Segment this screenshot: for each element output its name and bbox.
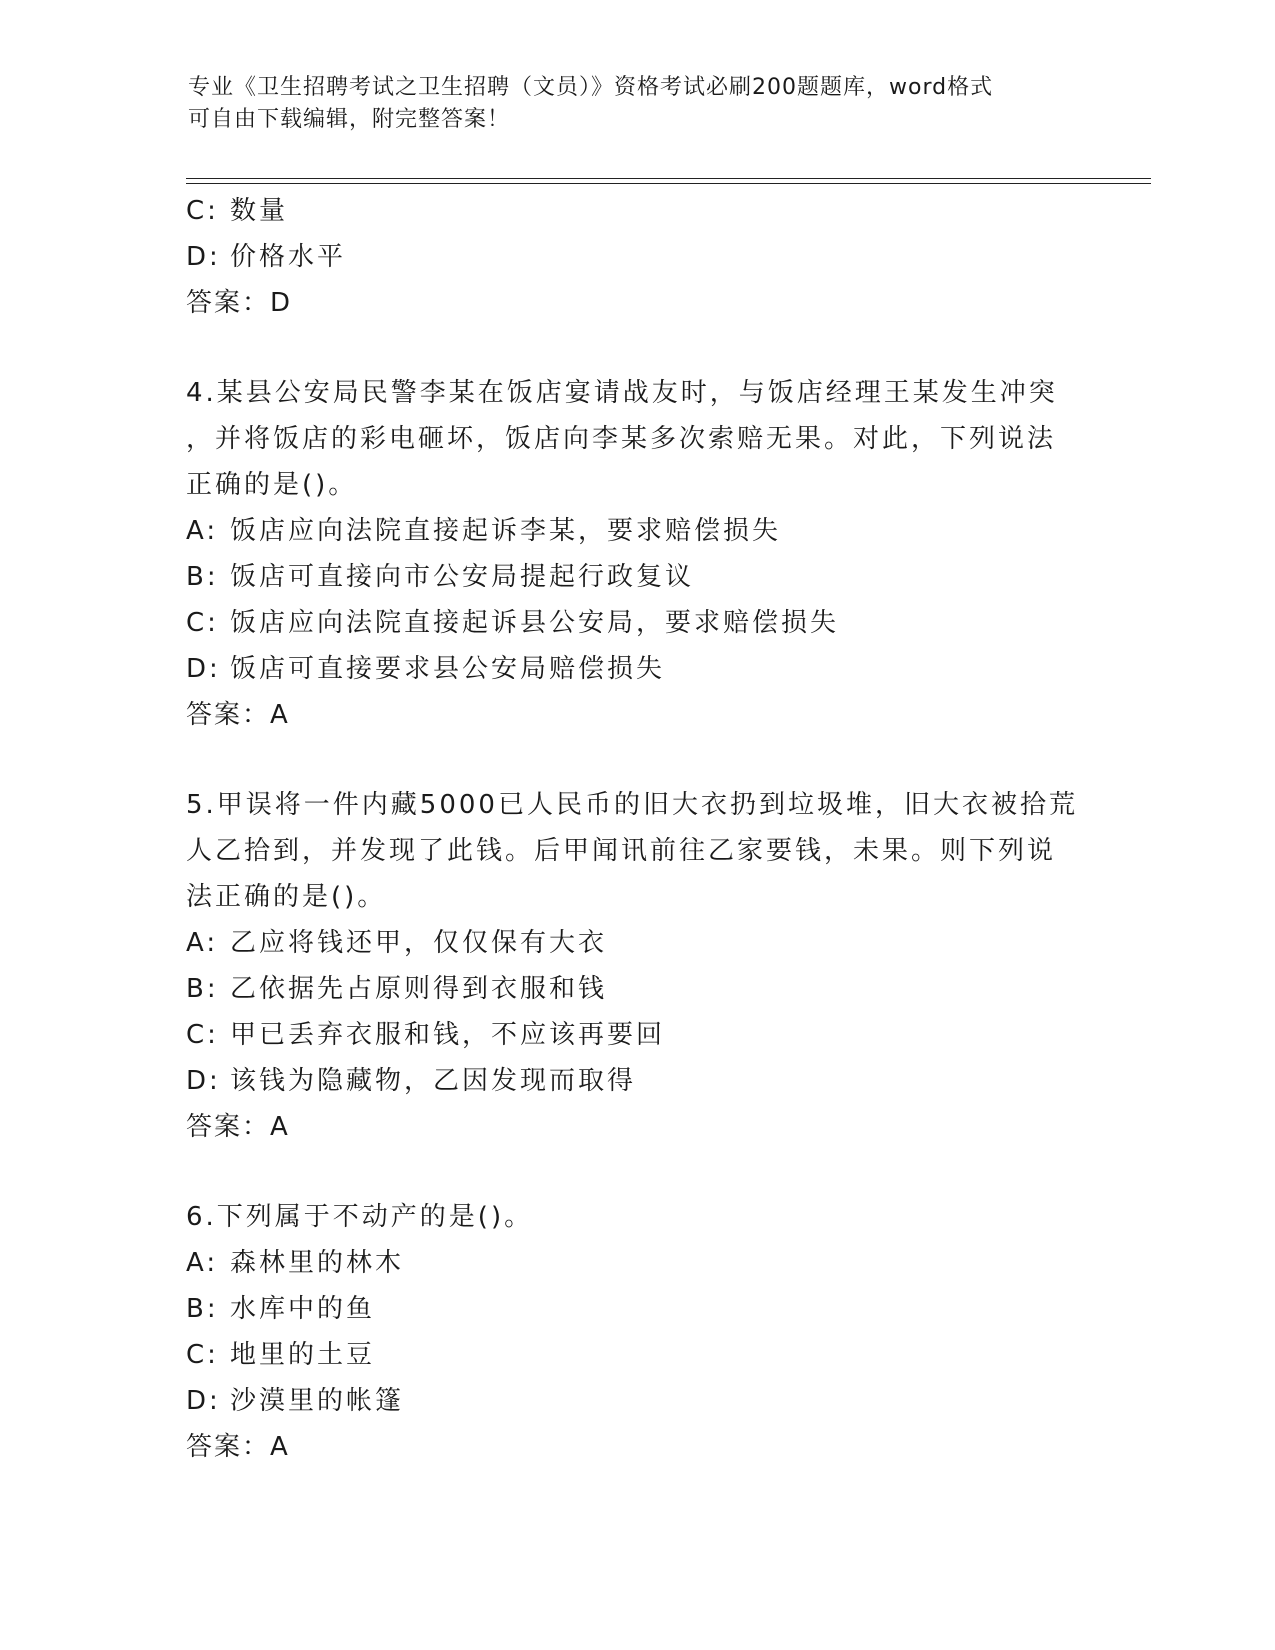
option-b bbox=[186, 1286, 1086, 1332]
option-text: 甲已丢弃衣服和钱，不应该再要回 bbox=[230, 1020, 666, 1050]
option-text: 地里的土豆 bbox=[230, 1340, 376, 1370]
option-a bbox=[186, 920, 1086, 966]
option-a bbox=[186, 508, 1086, 554]
question-text-line: 6.下列属于不动产的是()。 bbox=[186, 1202, 534, 1232]
answer-line bbox=[186, 1104, 1086, 1150]
option-c bbox=[186, 188, 1086, 234]
option-c bbox=[186, 1332, 1086, 1378]
answer-label: 答案： bbox=[186, 288, 271, 318]
answer-value: A bbox=[270, 700, 290, 730]
question-text-line: ，并将饭店的彩电砸坏，饭店向李某多次索赔无果。对此，下列说法 bbox=[186, 424, 1057, 454]
question-text-line: 5.甲误将一件内藏5000已人民币的旧大衣扔到垃圾堆，旧大衣被拾荒 bbox=[186, 790, 1078, 820]
header-line-2: 可自由下载编辑，附完整答案！ bbox=[188, 107, 511, 132]
option-key: B: bbox=[186, 974, 219, 1004]
option-key: B: bbox=[186, 1294, 219, 1324]
option-key: C: bbox=[186, 196, 219, 226]
header-line-1: 专业《卫生招聘考试之卫生招聘（文员）》资格考试必刷200题题库，word格式 bbox=[188, 75, 994, 100]
question-4 bbox=[186, 370, 1086, 738]
header-divider-top bbox=[186, 178, 1151, 179]
question-text-line: 4.某县公安局民警李某在饭店宴请战友时，与饭店经理王某发生冲突 bbox=[186, 378, 1058, 408]
question-5 bbox=[186, 782, 1086, 1150]
question-text-line: 人乙拾到，并发现了此钱。后甲闻讯前往乙家要钱，未果。则下列说 bbox=[186, 836, 1057, 866]
answer-value: A bbox=[270, 1112, 290, 1142]
option-text: 饭店应向法院直接起诉李某，要求赔偿损失 bbox=[230, 516, 782, 546]
option-key: D: bbox=[186, 1386, 221, 1416]
option-key: A: bbox=[186, 1248, 219, 1278]
option-d bbox=[186, 234, 1086, 280]
option-key: A: bbox=[186, 928, 219, 958]
question-continued bbox=[186, 188, 1086, 326]
option-text: 水库中的鱼 bbox=[230, 1294, 376, 1324]
question-list bbox=[186, 188, 1086, 1470]
answer-line bbox=[186, 1424, 1086, 1470]
option-key: D: bbox=[186, 654, 221, 684]
option-d bbox=[186, 1058, 1086, 1104]
option-text: 饭店应向法院直接起诉县公安局，要求赔偿损失 bbox=[230, 608, 840, 638]
option-text: 森林里的林木 bbox=[230, 1248, 405, 1278]
option-d bbox=[186, 1378, 1086, 1424]
option-text: 乙应将钱还甲，仅仅保有大衣 bbox=[230, 928, 608, 958]
answer-value: D bbox=[270, 288, 293, 318]
answer-label: 答案： bbox=[186, 1432, 271, 1462]
question-6 bbox=[186, 1194, 1086, 1470]
option-text: 沙漠里的帐篷 bbox=[230, 1386, 405, 1416]
option-text: 饭店可直接要求县公安局赔偿损失 bbox=[230, 654, 666, 684]
option-text: 该钱为隐藏物，乙因发现而取得 bbox=[230, 1066, 637, 1096]
option-key: D: bbox=[186, 1066, 221, 1096]
option-text: 价格水平 bbox=[230, 242, 347, 272]
question-text-line: 正确的是()。 bbox=[186, 470, 358, 500]
option-a bbox=[186, 1240, 1086, 1286]
option-c bbox=[186, 1012, 1086, 1058]
option-d bbox=[186, 646, 1086, 692]
option-b bbox=[186, 554, 1086, 600]
option-text: 饭店可直接向市公安局提起行政复议 bbox=[230, 562, 695, 592]
option-key: D: bbox=[186, 242, 221, 272]
option-c bbox=[186, 600, 1086, 646]
answer-label: 答案： bbox=[186, 1112, 271, 1142]
option-key: B: bbox=[186, 562, 219, 592]
page-header bbox=[188, 72, 1088, 136]
option-key: A: bbox=[186, 516, 219, 546]
question-text-line: 法正确的是()。 bbox=[186, 882, 387, 912]
answer-label: 答案： bbox=[186, 700, 271, 730]
answer-line bbox=[186, 280, 1086, 326]
option-text: 数量 bbox=[230, 196, 289, 226]
option-b bbox=[186, 966, 1086, 1012]
header-divider-bottom bbox=[186, 183, 1151, 184]
answer-line bbox=[186, 692, 1086, 738]
option-text: 乙依据先占原则得到衣服和钱 bbox=[230, 974, 608, 1004]
option-key: C: bbox=[186, 1340, 219, 1370]
answer-value: A bbox=[270, 1432, 290, 1462]
option-key: C: bbox=[186, 608, 219, 638]
option-key: C: bbox=[186, 1020, 219, 1050]
